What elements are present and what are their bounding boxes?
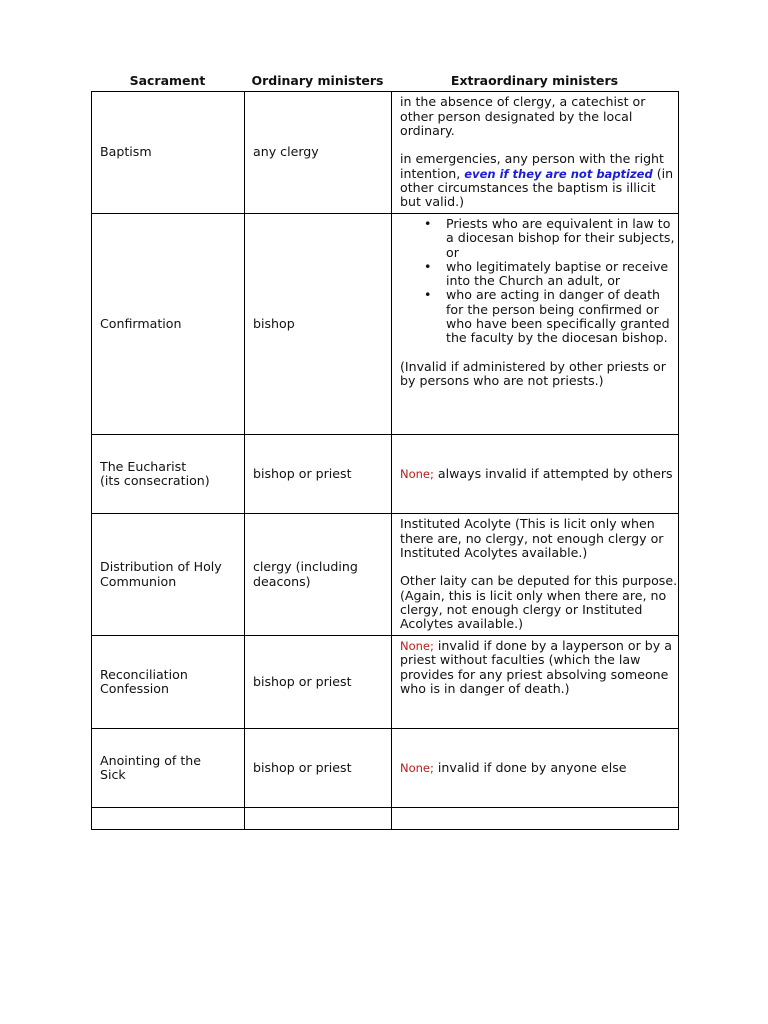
cell-extraordinary (392, 514, 679, 636)
bullet-icon: • (424, 287, 432, 303)
ordinary-ministers: any clergy (253, 144, 319, 160)
cell-extraordinary (392, 729, 679, 808)
list-item-text: who legitimately baptise or receive into the Church an adult, or (446, 258, 669, 289)
bullet-list (400, 217, 678, 346)
sacrament-name: The Eucharist (100, 458, 187, 474)
text-run: in emergencies, any person with the right intention, (400, 151, 664, 181)
cell-extraordinary (392, 92, 679, 214)
cell-ordinary (245, 214, 392, 435)
header-ordinary-ministers: Ordinary ministers (251, 73, 384, 88)
extraordinary-text: invalid if done by a layperson or by a priest without faculties (which the law provides for any priest absolving someone who is in danger of death.) (400, 638, 672, 696)
bullet-icon: • (424, 216, 432, 231)
table-row-empty (92, 808, 679, 830)
bullet-icon: • (424, 258, 432, 274)
extraordinary-text: in the absence of clergy, a catechist or other person designated by the local ordinary. (400, 94, 646, 139)
extraordinary-text (400, 152, 678, 209)
table-row-reconciliation (92, 636, 679, 729)
sacrament-name: Baptism (100, 144, 152, 160)
cell-sacrament (92, 729, 245, 808)
cell-empty (392, 808, 679, 830)
extraordinary-text: Instituted Acolyte (This is licit only when there are, no clergy, not enough clergy or Instituted Acolytes available.) (400, 516, 664, 561)
extraordinary-text: always invalid if attempted by others (433, 465, 673, 481)
table-row-eucharist (92, 435, 679, 514)
sacrament-name-detail: (its consecration) (100, 473, 210, 488)
list-item (424, 216, 678, 260)
cell-empty (245, 808, 392, 830)
table-row-baptism (92, 92, 679, 214)
list-item-text: who are acting in danger of death for the person being confirmed or who have been specifically granted the faculty by the diocesan bishop. (446, 287, 670, 346)
sacraments-table (91, 91, 679, 830)
ordinary-ministers: clergy (including deacons) (253, 559, 358, 589)
text-run: (in other circumstances the baptism is illicit but valid.) (400, 165, 674, 210)
header-extraordinary-ministers: Extraordinary ministers (450, 73, 619, 88)
header-sacrament: Sacrament (129, 73, 206, 88)
cell-ordinary (245, 729, 392, 808)
table-row-communion (92, 514, 679, 636)
cell-ordinary (245, 92, 392, 214)
none-label: None; (400, 466, 434, 481)
table-row-confirmation (92, 214, 679, 435)
cell-sacrament (92, 636, 245, 729)
sacrament-name: Distribution of Holy Communion (100, 559, 222, 589)
ordinary-ministers: bishop or priest (253, 673, 352, 689)
cell-sacrament (92, 514, 245, 636)
sacrament-name: Reconciliation (100, 666, 188, 682)
sacrament-name: Anointing of the Sick (100, 752, 202, 782)
cell-ordinary (245, 435, 392, 514)
list-item (424, 287, 678, 346)
cell-extraordinary (392, 435, 679, 514)
sacrament-name: Confirmation (100, 315, 182, 331)
sacrament-name-detail: Confession (100, 681, 169, 696)
list-item (424, 258, 678, 289)
cell-extraordinary (392, 214, 679, 435)
cell-sacrament (92, 435, 245, 514)
extraordinary-text: Other laity can be deputed for this purpose. (Again, this is licit only when there are, no clergy, not enough clergy or Instituted Acolytes available.) (400, 573, 678, 632)
emphasis-text: even if they are not baptized (464, 166, 653, 181)
none-label: None; (400, 760, 434, 775)
extraordinary-text: invalid if done by anyone else (433, 759, 627, 775)
cell-empty (92, 808, 245, 830)
list-item-text: Priests who are equivalent in law to a diocesan bishop for their subjects, or (446, 216, 675, 260)
ordinary-ministers: bishop or priest (253, 759, 352, 775)
cell-sacrament (92, 92, 245, 214)
cell-extraordinary (392, 636, 679, 729)
cell-ordinary (245, 514, 392, 636)
table-row-anointing (92, 729, 679, 808)
ordinary-ministers: bishop (253, 315, 295, 331)
none-label: None; (400, 639, 434, 653)
cell-sacrament (92, 214, 245, 435)
cell-ordinary (245, 636, 392, 729)
ordinary-ministers: bishop or priest (253, 465, 352, 481)
extraordinary-note: (Invalid if administered by other priests or by persons who are not priests.) (400, 358, 666, 388)
